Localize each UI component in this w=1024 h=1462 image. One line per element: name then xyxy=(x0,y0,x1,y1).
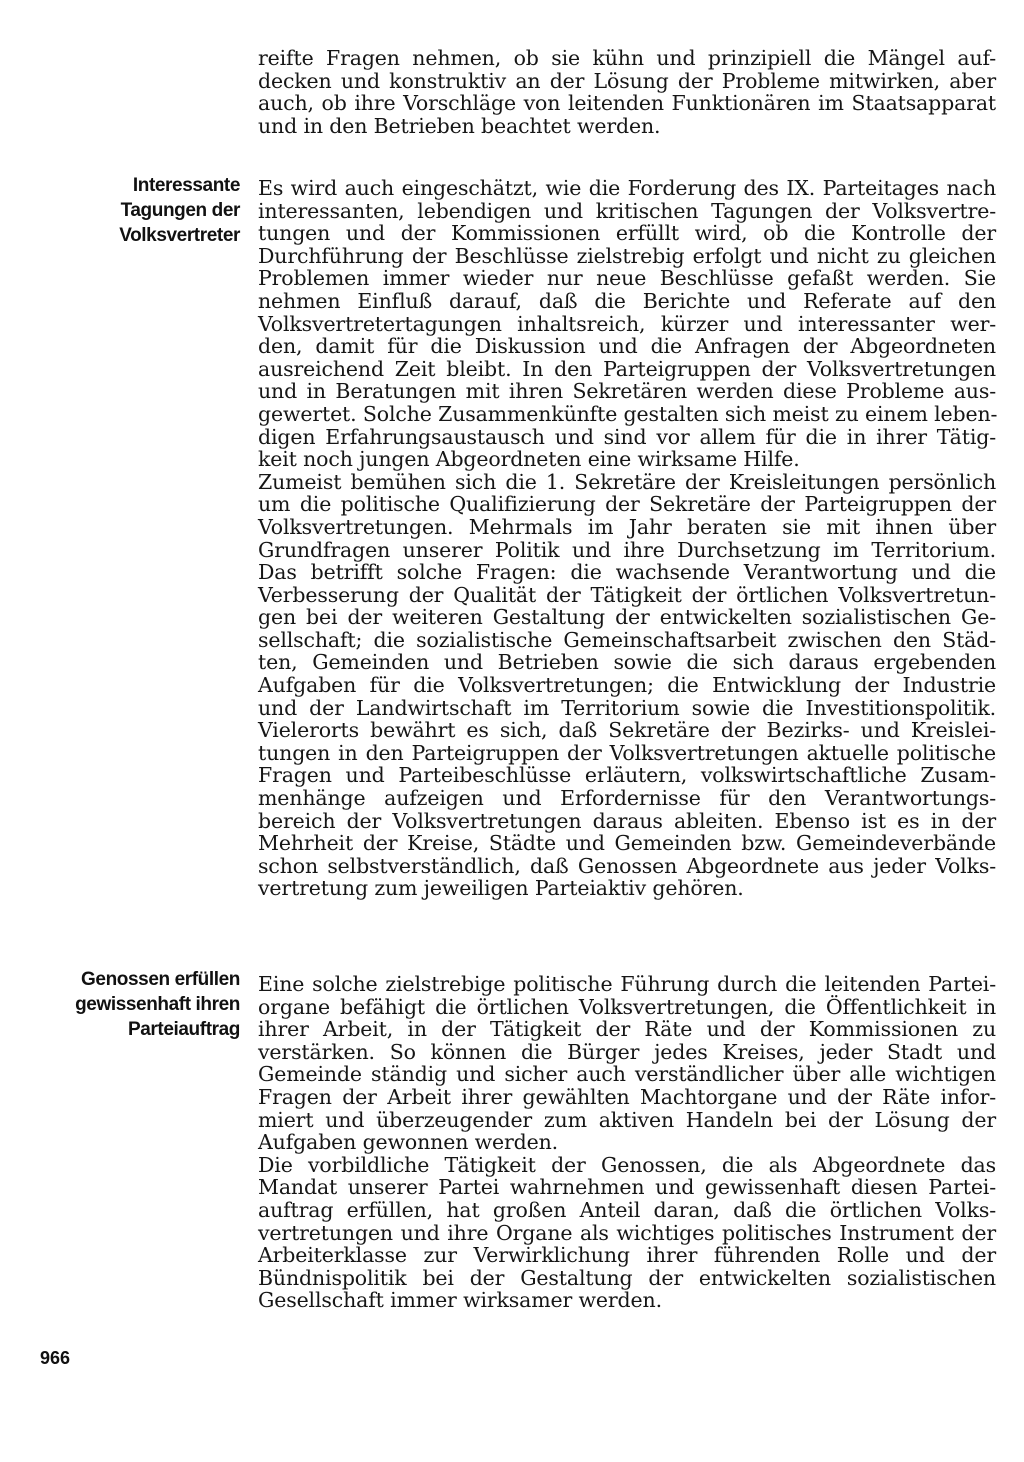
text-line: gewertet. Solche Zusammenkünfte gestalten sich meist zu einem leben- xyxy=(258,401,998,426)
paragraph-sekretaere-kreisleitungen xyxy=(258,471,996,720)
margin-heading-line: Tagungen der xyxy=(120,200,240,221)
text-line: den, damit für die Diskussion und die Anfragen der Abgeordneten xyxy=(258,334,996,359)
text-line: und in den Betrieben beachtet werden. xyxy=(258,113,661,138)
text-line: Das betrifft solche Fragen: die wachsende Verantwortung und die xyxy=(258,560,996,585)
text-line: digen Erfahrungsaustausch und sind vor allem für die in ihrer Tätig- xyxy=(258,424,996,449)
text-line: Aufgaben gewonnen werden. xyxy=(258,1130,559,1155)
text-line: Fragen der Arbeit ihrer gewählten Machtorgane und der Räte infor- xyxy=(258,1084,996,1109)
text-line: Mandat unserer Partei wahrnehmen und gewissenhaft diesen Partei- xyxy=(258,1175,996,1200)
text-line: Arbeiterklasse zur Verwirklichung ihrer führenden Rolle und der xyxy=(258,1243,996,1268)
section-genossen xyxy=(258,973,996,1312)
text-line: Die vorbildliche Tätigkeit der Genossen, die als Abgeordnete das xyxy=(258,1152,996,1177)
text-line: reifte Fragen nehmen, ob sie kühn und prinzipiell die Mängel auf- xyxy=(258,46,996,70)
text-line: Vielerorts bewährt es sich, daß Sekretäre der Bezirks- und Kreislei- xyxy=(258,718,996,743)
text-line: um die politische Qualifizierung der Sekretäre der Parteigruppen der xyxy=(258,492,996,517)
text-line: Volksvertretungen. Mehrmals im Jahr beraten sie mit ihnen über xyxy=(258,514,996,539)
text-line: Verbesserung der Qualität der Tätigkeit der örtlichen Volksvertretun- xyxy=(258,582,996,607)
text-line: sellschaft; die sozialistische Gemeinschaftsarbeit zwischen den Städ- xyxy=(258,627,996,652)
text-line: Durchführung der Beschlüsse zielstrebig erfolgt und nicht zu gleichen xyxy=(258,243,996,268)
text-line: menhänge aufzeigen und Erfordernisse für den Verantwortungs- xyxy=(258,786,996,811)
text-line: nehmen Einfluß darauf, daß die Berichte und Referate auf den xyxy=(258,288,996,313)
text-line: Volksvertretertagungen inhaltsreich, kürzer und interessanter wer- xyxy=(258,311,996,336)
text-line: Problemen immer wieder nur neue Beschlüsse gefaßt werden. Sie xyxy=(258,266,996,291)
section-tagungen xyxy=(258,177,996,900)
text-line: vertretungen und ihre Organe als wichtiges politisches Instrument der xyxy=(258,1220,996,1245)
margin-heading-interessante-tagungen xyxy=(36,173,240,248)
margin-heading-genossen-parteiauftrag xyxy=(36,967,240,1042)
text-line: ihrer Arbeit, in der Tätigkeit der Räte und der Kommissionen zu xyxy=(258,1017,996,1042)
text-line: ausreichend Zeit bleibt. In den Parteigruppen der Volksvertretungen xyxy=(258,356,996,381)
text-line: Bündnispolitik bei der Gestaltung der entwickelten sozialistischen xyxy=(258,1265,996,1290)
text-line: tungen in den Parteigruppen der Volksvertretungen aktuelle politische xyxy=(258,740,996,765)
text-line: Aufgaben für die Volksvertretungen; die Entwicklung der Industrie xyxy=(258,673,996,698)
text-line: Mehrheit der Kreise, Städte und Gemeinden bzw. Gemeindeverbände xyxy=(258,831,996,856)
text-line: und in Beratungen mit ihren Sekretären werden diese Probleme aus- xyxy=(258,379,996,404)
text-line: gen bei der weiteren Gestaltung der entwickelten sozialistischen Ge- xyxy=(258,605,996,630)
text-line: und der Landwirtschaft im Territorium sowie die Investitionspolitik. xyxy=(258,695,996,720)
margin-heading-line: Genossen erfüllen xyxy=(81,969,240,990)
text-line: Gesellschaft immer wirksamer werden. xyxy=(258,1288,662,1313)
paragraph-politische-fuehrung xyxy=(258,973,996,1154)
text-line: ten, Gemeinden und Betrieben sowie die sich daraus ergebenden xyxy=(258,650,996,675)
text-line: verstärken. So können die Bürger jedes Kreises, jeder Stadt und xyxy=(258,1039,996,1064)
text-line: Grundfragen unserer Politik und ihre Durchsetzung im Territorium. xyxy=(258,537,996,562)
margin-heading-line: Volksvertreter xyxy=(119,225,240,246)
text-line: auftrag erfüllen, hat großen Anteil daran, daß die örtlichen Volks- xyxy=(258,1197,996,1222)
text-line: Gemeinde ständig und sicher auch verständlicher über alle wichtigen xyxy=(258,1062,996,1087)
text-line: bereich der Volksvertretungen daraus ableiten. Ebenso ist es in der xyxy=(258,808,996,833)
margin-heading-line: gewissenhaft ihren xyxy=(75,994,240,1015)
paragraph-vielerorts xyxy=(258,719,996,900)
text-line: vertretung zum jeweiligen Parteiaktiv gehören. xyxy=(258,876,744,901)
text-line: schon selbstverständlich, daß Genossen Abgeordnete aus jeder Volks- xyxy=(258,853,996,878)
text-line: organe befähigt die örtlichen Volksvertretungen, die Öffentlichkeit in xyxy=(258,994,996,1019)
margin-heading-line: Parteiauftrag xyxy=(127,1019,240,1040)
page-number: 966 xyxy=(40,1348,71,1368)
text-line: miert und überzeugender zum aktiven Handeln bei der Lösung der xyxy=(258,1107,996,1132)
text-line: Eine solche zielstrebige politische Führung durch die leitenden Partei- xyxy=(258,972,996,996)
paragraph-continuation xyxy=(258,47,996,137)
text-line: tungen und der Kommissionen erfüllt wird, ob die Kontrolle der xyxy=(258,221,996,246)
paragraph-vorbildliche-taetigkeit xyxy=(258,1154,996,1312)
text-line: Zumeist bemühen sich die 1. Sekretäre der Kreisleitungen persönlich xyxy=(258,469,996,494)
margin-heading-line: Interessante xyxy=(132,175,240,196)
text-line: decken und konstruktiv an der Lösung der Probleme mitwirken, aber xyxy=(258,68,996,93)
text-line: Fragen und Parteibeschlüsse erläutern, volkswirtschaftliche Zusam- xyxy=(258,763,996,788)
text-line: interessanten, lebendigen und kritischen Tagungen der Volksvertre- xyxy=(258,198,996,223)
text-line: keit noch jungen Abgeordneten eine wirksame Hilfe. xyxy=(258,447,800,472)
text-line: Es wird auch eingeschätzt, wie die Forderung des IX. Parteitages nach xyxy=(258,176,996,200)
paragraph-forderung-parteitag xyxy=(258,177,996,471)
text-line: auch, ob ihre Vorschläge von leitenden Funktionären im Staatsapparat xyxy=(258,91,996,116)
